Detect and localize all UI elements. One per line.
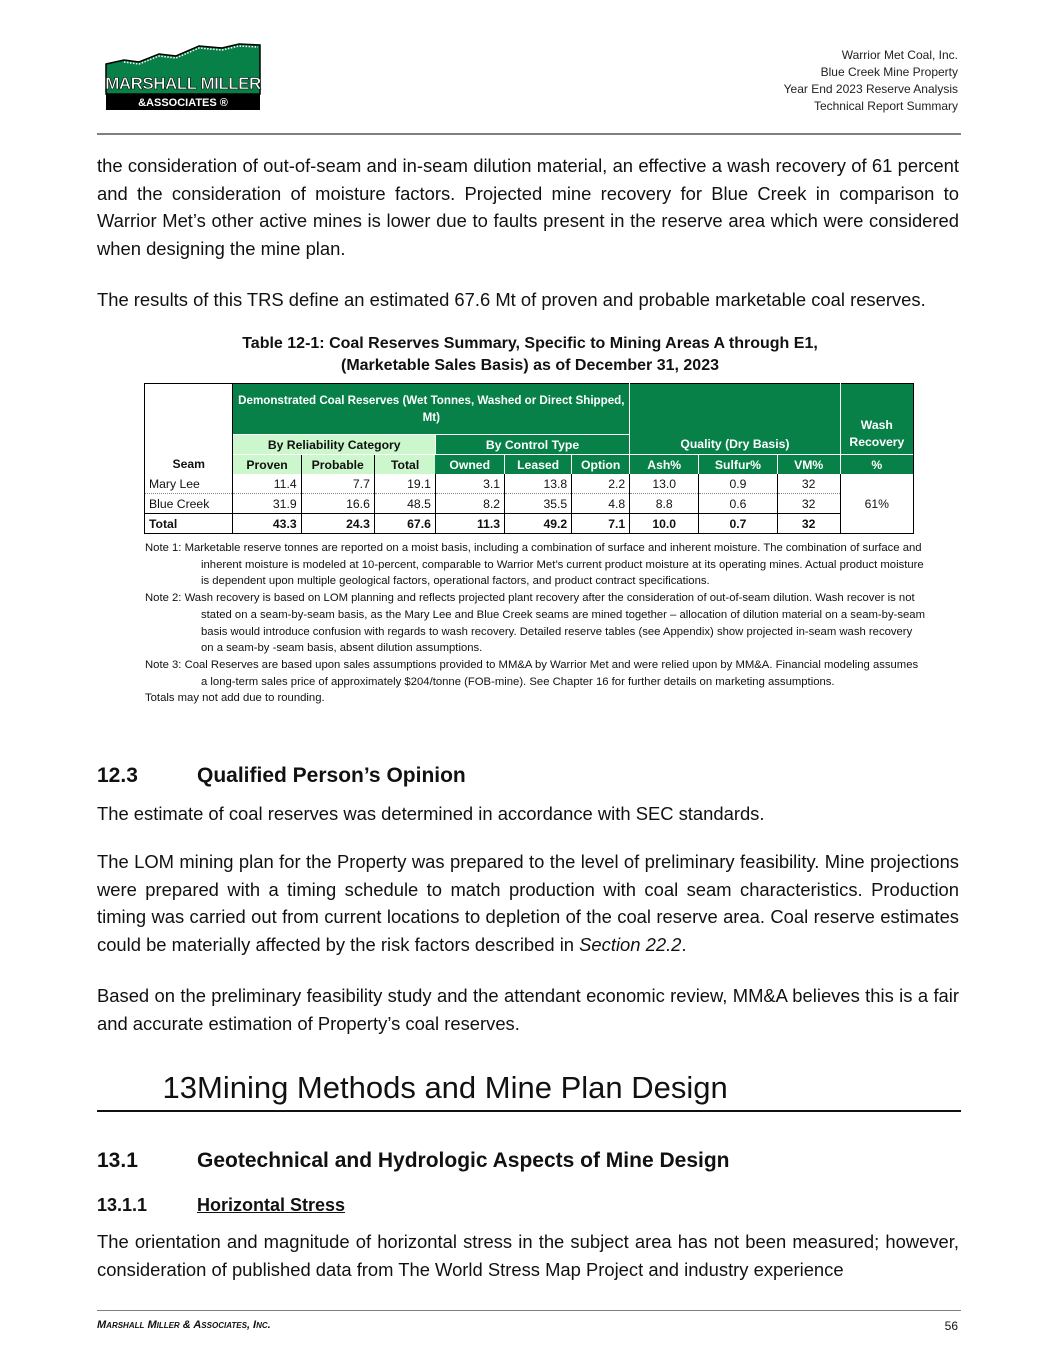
control-type-header: By Control Type <box>435 435 629 455</box>
cell-option: 7.1 <box>572 514 630 534</box>
reliability-category-header: By Reliability Category <box>233 435 435 455</box>
table-caption: Table 12-1: Coal Reserves Summary, Specific to Mining Areas A through E1, (Marketable Sales Basis) as of December 31, 2023 <box>242 335 818 374</box>
column-total: Total <box>374 455 435 475</box>
cell-ash: 10.0 <box>630 514 699 534</box>
cell-seam: Blue Creek <box>145 494 233 514</box>
column-header-row <box>145 455 914 475</box>
table-row <box>145 494 914 514</box>
coal-reserves-table <box>144 383 914 534</box>
cell-proven: 31.9 <box>233 494 301 514</box>
svg-text:MARSHALL MILLER: MARSHALL MILLER <box>105 74 261 93</box>
cell-ash: 8.8 <box>630 494 699 514</box>
table-row <box>145 474 914 494</box>
cell-vm: 32 <box>777 514 840 534</box>
marshall-miller-logo-icon <box>104 42 262 114</box>
section-12-3-paragraph-3: Based on the preliminary feasibility study and the attendant economic review, MM&A believes this is a fair and accurate estimation of Property’s coal reserves. <box>97 985 959 1034</box>
column-ash: Ash% <box>630 455 699 475</box>
group-header-demonstrated-reserves: Demonstrated Coal Reserves (Wet Tonnes, Washed or Direct Shipped, Mt) <box>233 384 630 435</box>
cell-vm: 32 <box>777 474 840 494</box>
cell-total: 67.6 <box>374 514 435 534</box>
footer-company: Marshall Miller & Associates, Inc. <box>97 1319 271 1331</box>
cell-wash-recovery: 61% <box>840 474 913 534</box>
column-vm: VM% <box>777 455 840 475</box>
wash-recovery-header: Wash Recovery <box>840 384 913 455</box>
chapter-13-heading: 13Mining Methods and Mine Plan Design <box>162 1070 728 1105</box>
section-reference-link: Section 22.2 <box>579 933 682 955</box>
section-13-1-heading: 13.1 Geotechnical and Hydrologic Aspects of Mine Design <box>97 1149 730 1172</box>
note-3: Note 3: Coal Reserves are based upon sales assumptions provided to MM&A by Warrior Met and were relied upon by MM&A. Financial modeling assumes a long-term sales price of approximately $204/tonne (FOB-mine). See Chapter 16 for further details on marketing assumptions. <box>145 658 919 688</box>
cell-probable: 16.6 <box>301 494 374 514</box>
header-property: Blue Creek Mine Property <box>820 65 958 79</box>
column-leased: Leased <box>505 455 572 475</box>
cell-seam: Mary Lee <box>145 474 233 494</box>
header-analysis: Year End 2023 Reserve Analysis <box>783 82 958 96</box>
intro-paragraph-2: The results of this TRS define an estimated 67.6 Mt of proven and probable marketable coal reserves. <box>97 289 926 310</box>
cell-sulfur: 0.9 <box>699 474 777 494</box>
section-12-3-paragraph-1: The estimate of coal reserves was determined in accordance with SEC standards. <box>97 803 765 824</box>
cell-proven: 43.3 <box>233 514 301 534</box>
cell-seam: Total <box>145 514 233 534</box>
header-company: Warrior Met Coal, Inc. <box>841 48 958 62</box>
note-2: Note 2: Wash recovery is based on LOM planning and reflects projected plant recovery after the consideration of out-of-seam dilution. Wash recover is not stated on a seam-by-seam basis, as the Mary Lee and Blue Creek seams are mined together – allocation of dilution material on a seam-by-seam basis would introduce confusion with regards to wash recovery. Detailed reserve tables (see Appendix) show projected in-seam wash recovery on a seam-by -seam basis, absent dilution assumptions. <box>145 592 925 655</box>
column-owned: Owned <box>435 455 504 475</box>
cell-probable: 7.7 <box>301 474 374 494</box>
cell-owned: 3.1 <box>435 474 504 494</box>
section-12-3-heading: 12.3 Qualified Person’s Opinion <box>97 764 466 787</box>
intro-paragraph-1: the consideration of out-of-seam and in-seam dilution material, an effective a wash recovery of 61 percent and the consideration of moisture factors. Projected mine recovery for Blue Creek in comparison to Warrior Met’s other active mines is lower due to faults present in the reserve area which were considered when designing the mine plan. <box>97 155 959 259</box>
cell-owned: 11.3 <box>435 514 504 534</box>
note-1: Note 1: Marketable reserve tonnes are reported on a moist basis, including a combination of surface and inherent moisture. The combination of surface and inherent moisture is modeled at 10-percent, comparable to Warrior Met’s current product moisture at its operating mines. Actual product moisture is dependent upon multiple geological factors, operational factors, and product contract specifications. <box>145 542 924 588</box>
cell-option: 4.8 <box>572 494 630 514</box>
cell-sulfur: 0.7 <box>699 514 777 534</box>
cell-owned: 8.2 <box>435 494 504 514</box>
totals-note: Totals may not add due to rounding. <box>145 692 325 705</box>
cell-option: 2.2 <box>572 474 630 494</box>
page-number: 56 <box>944 1319 958 1333</box>
table-total-row <box>145 514 914 534</box>
cell-leased: 49.2 <box>505 514 572 534</box>
cell-proven: 11.4 <box>233 474 301 494</box>
column-probable: Probable <box>301 455 374 475</box>
cell-leased: 35.5 <box>505 494 572 514</box>
cell-sulfur: 0.6 <box>699 494 777 514</box>
svg-text:&ASSOCIATES ®: &ASSOCIATES ® <box>138 97 228 109</box>
section-13-1-1-heading: 13.1.1 Horizontal Stress <box>97 1195 346 1215</box>
column-sulfur: Sulfur% <box>699 455 777 475</box>
table-notes <box>145 540 925 707</box>
column-option: Option <box>572 455 630 475</box>
header-divider <box>97 133 961 135</box>
cell-vm: 32 <box>777 494 840 514</box>
cell-total: 19.1 <box>374 474 435 494</box>
column-proven: Proven <box>233 455 301 475</box>
header-info <box>784 47 958 115</box>
cell-total: 48.5 <box>374 494 435 514</box>
footer-divider <box>97 1310 961 1311</box>
section-13-1-1-paragraph: The orientation and magnitude of horizontal stress in the subject area has not been measured; however, consideration of published data from The World Stress Map Project and industry experience <box>97 1231 959 1280</box>
header-report-type: Technical Report Summary <box>813 99 958 113</box>
cell-leased: 13.8 <box>505 474 572 494</box>
quality-header: Quality (Dry Basis) <box>630 384 841 455</box>
column-wash-pct: % <box>840 455 913 475</box>
blank-header-cell <box>145 384 233 455</box>
cell-ash: 13.0 <box>630 474 699 494</box>
section-12-3-paragraph-2: The LOM mining plan for the Property was prepared to the level of preliminary feasibility. Mine projections were prepared with a timing schedule to match production with coal seam characteristics. Production timing was carried out from current locations to depletion of the coal reserve area. Coal reserve estimates could be materially affected by the risk factors described in Section 22.2. <box>97 851 959 955</box>
cell-probable: 24.3 <box>301 514 374 534</box>
chapter-divider <box>97 1110 961 1112</box>
column-seam: Seam <box>145 455 233 475</box>
